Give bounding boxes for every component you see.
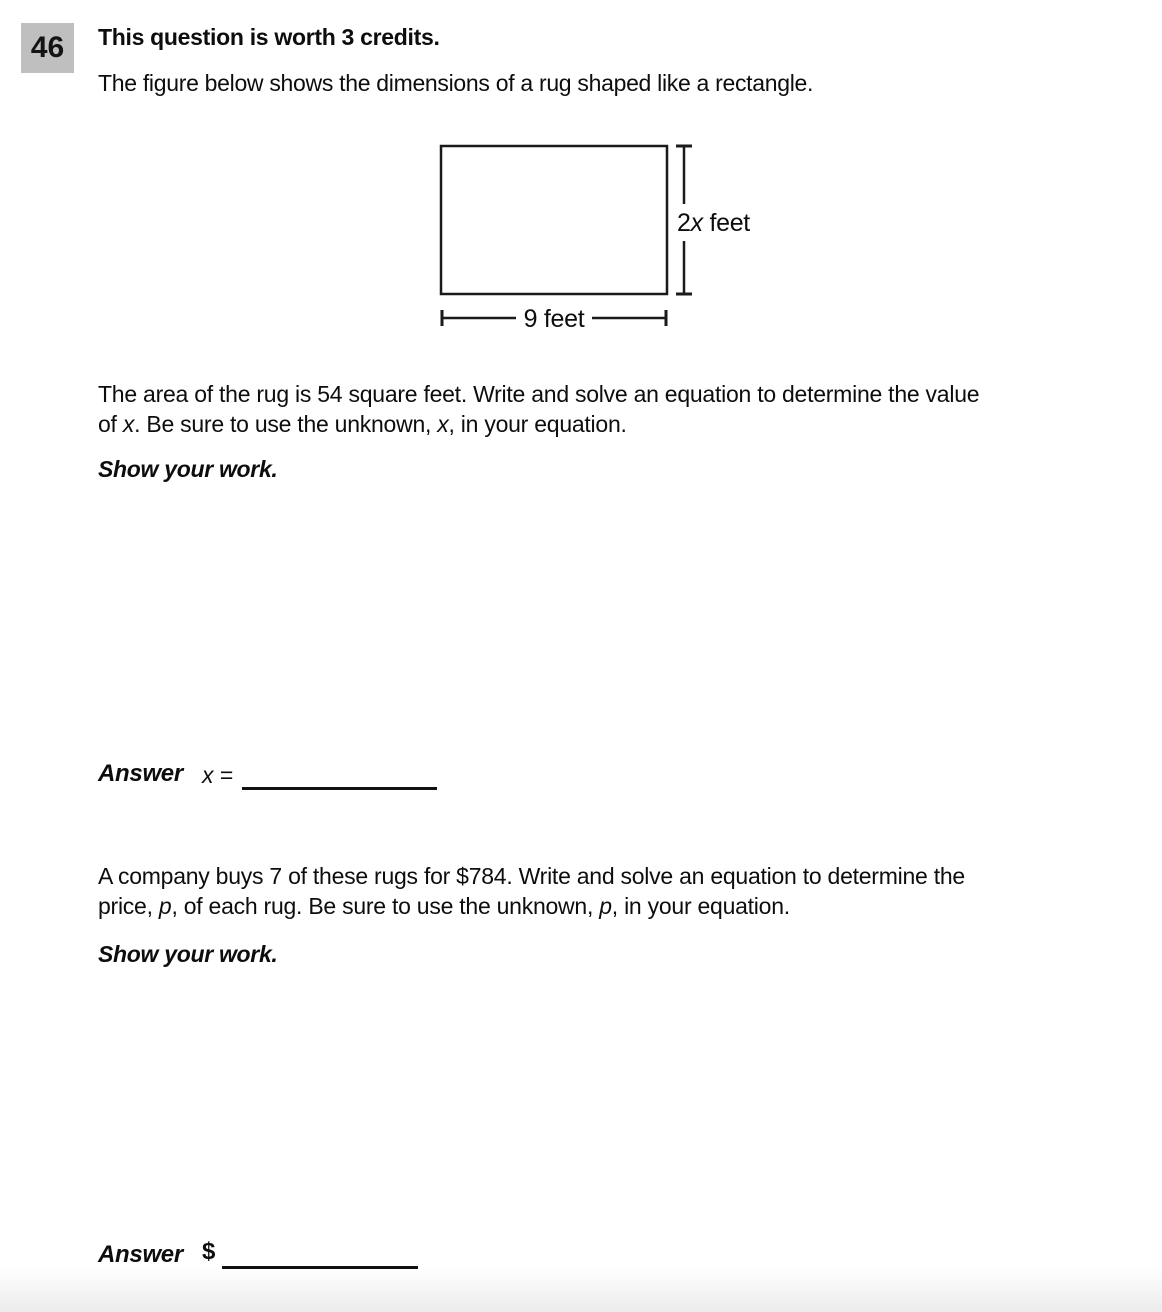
part2-answer-blank-line [222, 1266, 418, 1269]
prompt-variable: p [599, 893, 612, 919]
height-label [677, 209, 750, 237]
rug-figure [420, 138, 790, 343]
part2-answer-currency: $ [202, 1238, 216, 1265]
width-label: 9 feet [523, 305, 585, 333]
prompt-text: , in your equation. [611, 893, 790, 919]
part1-show-work-label: Show your work. [98, 456, 278, 482]
height-label-prefix: 2 [677, 209, 691, 237]
question-number-box [21, 23, 74, 73]
question-number: 46 [30, 31, 65, 64]
rug-rectangle [441, 146, 667, 294]
part2-answer-label: Answer [98, 1241, 183, 1268]
height-label-suffix: feet [702, 209, 750, 237]
height-label-variable: x [690, 209, 703, 237]
prompt-variable: x [437, 411, 449, 437]
prompt-text: price, [98, 893, 159, 919]
prompt-text: The area of the rug is 54 square feet. Write and solve an equation to determine the value [98, 381, 980, 407]
prompt-text: of [98, 411, 123, 437]
credits-text: This question is worth 3 credits. [98, 24, 440, 50]
prompt-variable: p [158, 893, 172, 919]
part1-answer-variable [202, 762, 233, 789]
part1-answer-label: Answer [98, 760, 183, 787]
part2-prompt [98, 861, 965, 921]
prompt-text: A company buys 7 of these rugs for $784. Write and solve an equation to determine the [98, 863, 965, 889]
prompt-text: , of each rug. Be sure to use the unknown, [171, 893, 600, 919]
part1-answer-blank-line [242, 787, 437, 790]
part1-prompt [98, 379, 979, 439]
prompt-variable: x [122, 411, 135, 437]
part1-answer-equals: = [213, 762, 234, 788]
rug-figure-svg [420, 138, 790, 343]
prompt-text: , in your equation. [448, 411, 627, 437]
part1-answer-var-x: x [202, 762, 214, 788]
part2-show-work-label: Show your work. [98, 941, 278, 967]
intro-text: The figure below shows the dimensions of a rug shaped like a rectangle. [98, 70, 814, 96]
prompt-text: . Be sure to use the unknown, [134, 411, 438, 437]
